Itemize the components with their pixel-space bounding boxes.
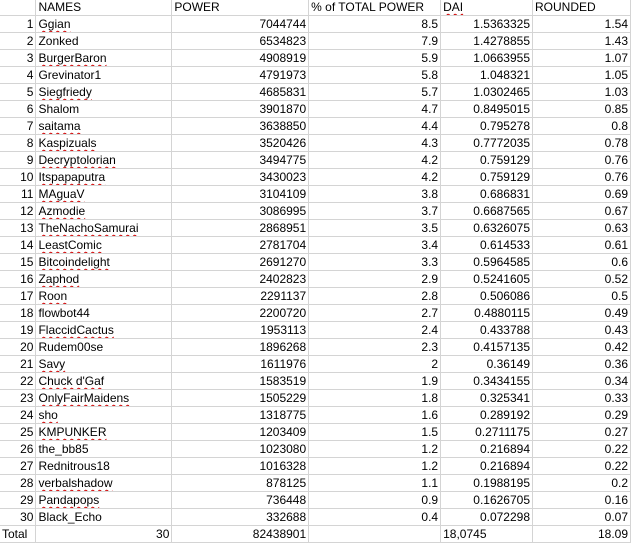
cell-index[interactable]: 2 xyxy=(0,33,36,50)
cell-pct[interactable]: 0.4 xyxy=(309,509,441,526)
cell-pct[interactable]: 1.8 xyxy=(309,390,441,407)
cell-dai[interactable]: 0.3434155 xyxy=(441,373,533,390)
cell-rounded[interactable]: 0.49 xyxy=(533,305,631,322)
cell-names[interactable] xyxy=(36,373,172,390)
cell-dai[interactable]: 0.216894 xyxy=(441,441,533,458)
table-row xyxy=(0,441,631,458)
name-text: TheNachoSamurai xyxy=(38,221,139,235)
cell-index[interactable]: 29 xyxy=(0,492,36,509)
cell-pct[interactable]: 2.4 xyxy=(309,322,441,339)
cell-rounded[interactable]: 1.07 xyxy=(533,50,631,67)
cell-index[interactable]: 22 xyxy=(0,373,36,390)
cell-index[interactable]: 5 xyxy=(0,84,36,101)
cell-rounded[interactable]: 0.76 xyxy=(533,169,631,186)
name-text: Ggian xyxy=(38,17,71,31)
table-row xyxy=(0,186,631,203)
cell-pct[interactable]: 3.3 xyxy=(309,254,441,271)
name-text: Siegfriedy xyxy=(38,85,92,99)
table-row xyxy=(0,50,631,67)
cell-dai[interactable]: 0.2711175 xyxy=(441,424,533,441)
cell-pct[interactable]: 5.7 xyxy=(309,84,441,101)
cell-rounded[interactable]: 0.8 xyxy=(533,118,631,135)
cell-index[interactable]: 7 xyxy=(0,118,36,135)
table-row xyxy=(0,67,631,84)
cell-power[interactable]: 3430023 xyxy=(172,169,309,186)
cell-rounded[interactable]: 0.16 xyxy=(533,492,631,509)
cell-index[interactable]: 24 xyxy=(0,407,36,424)
cell-dai[interactable]: 0.795278 xyxy=(441,118,533,135)
cell-pct[interactable]: 2.9 xyxy=(309,271,441,288)
table-row xyxy=(0,220,631,237)
cell-rounded[interactable]: 0.22 xyxy=(533,458,631,475)
cell-power[interactable]: 7044744 xyxy=(172,16,309,33)
cell-power[interactable]: 2691270 xyxy=(172,254,309,271)
table-row xyxy=(0,254,631,271)
cell-power[interactable]: 1318775 xyxy=(172,407,309,424)
table-row xyxy=(0,135,631,152)
cell-dai[interactable]: 0.759129 xyxy=(441,152,533,169)
cell-pct[interactable]: 2 xyxy=(309,356,441,373)
cell-pct[interactable]: 1.1 xyxy=(309,475,441,492)
cell-index[interactable]: 3 xyxy=(0,50,36,67)
cell-power[interactable]: 4685831 xyxy=(172,84,309,101)
cell-dai[interactable]: 1.5363325 xyxy=(441,16,533,33)
cell-dai[interactable]: 0.1626705 xyxy=(441,492,533,509)
name-text: Zaphod xyxy=(38,272,80,286)
cell-power[interactable]: 1203409 xyxy=(172,424,309,441)
table-row xyxy=(0,390,631,407)
cell-dai[interactable]: 0.072298 xyxy=(441,509,533,526)
cell-pct[interactable]: 4.7 xyxy=(309,101,441,118)
table-row xyxy=(0,475,631,492)
table-row xyxy=(0,424,631,441)
cell-names[interactable] xyxy=(36,424,172,441)
cell-index[interactable]: 14 xyxy=(0,237,36,254)
cell-dai[interactable]: 0.8495015 xyxy=(441,101,533,118)
cell-names[interactable] xyxy=(36,475,172,492)
cell-names[interactable] xyxy=(36,84,172,101)
name-text: Bitcoindelight xyxy=(38,255,110,269)
cell-pct[interactable]: 4.2 xyxy=(309,152,441,169)
cell-rounded[interactable]: 0.22 xyxy=(533,441,631,458)
header-cell-pct[interactable]: % of TOTAL POWER xyxy=(309,0,441,16)
cell-dai[interactable]: 1.0302465 xyxy=(441,84,533,101)
name-text: KMPUNKER xyxy=(38,425,107,439)
cell-names[interactable] xyxy=(36,441,172,458)
table-row xyxy=(0,322,631,339)
cell-power[interactable]: 2868951 xyxy=(172,220,309,237)
cell-index[interactable]: 13 xyxy=(0,220,36,237)
cell-index[interactable]: 28 xyxy=(0,475,36,492)
cell-rounded[interactable]: 1.03 xyxy=(533,84,631,101)
cell-power[interactable]: 1953113 xyxy=(172,322,309,339)
cell-pct[interactable]: 1.9 xyxy=(309,373,441,390)
table-row xyxy=(0,356,631,373)
cell-index[interactable]: 23 xyxy=(0,390,36,407)
cell-names[interactable] xyxy=(36,186,172,203)
header-cell-names[interactable]: NAMES xyxy=(36,0,172,16)
cell-rounded[interactable]: 0.5 xyxy=(533,288,631,305)
cell-rounded[interactable]: 1.43 xyxy=(533,33,631,50)
table-row xyxy=(0,407,631,424)
cell-index[interactable]: 1 xyxy=(0,16,36,33)
name-text: Decryptolorian xyxy=(38,153,116,167)
cell-index[interactable]: 30 xyxy=(0,509,36,526)
cell-power[interactable]: 3104109 xyxy=(172,186,309,203)
cell-power[interactable]: 1505229 xyxy=(172,390,309,407)
cell-index[interactable]: 16 xyxy=(0,271,36,288)
total-count-cell[interactable]: 30 xyxy=(36,526,172,543)
cell-pct[interactable]: 5.8 xyxy=(309,67,441,84)
total-rounded-cell[interactable]: 18.09 xyxy=(533,526,631,543)
cell-power[interactable]: 3086995 xyxy=(172,203,309,220)
cell-power[interactable]: 2402823 xyxy=(172,271,309,288)
cell-pct[interactable]: 7.9 xyxy=(309,33,441,50)
cell-dai[interactable]: 0.6326075 xyxy=(441,220,533,237)
table-row xyxy=(0,458,631,475)
cell-names[interactable] xyxy=(36,339,172,356)
cell-index[interactable]: 20 xyxy=(0,339,36,356)
table-row xyxy=(0,271,631,288)
name-text: Roon xyxy=(38,289,68,303)
cell-names[interactable] xyxy=(36,16,172,33)
name-text: Pandapops xyxy=(38,493,100,507)
header-cell-rounded[interactable]: ROUNDED xyxy=(533,0,631,16)
table-row xyxy=(0,101,631,118)
cell-names[interactable] xyxy=(36,271,172,288)
cell-dai[interactable]: 0.325341 xyxy=(441,390,533,407)
cell-names[interactable] xyxy=(36,50,172,67)
cell-dai[interactable]: 0.216894 xyxy=(441,458,533,475)
cell-power[interactable]: 736448 xyxy=(172,492,309,509)
table-row xyxy=(0,492,631,509)
table-row xyxy=(0,118,631,135)
cell-names[interactable] xyxy=(36,356,172,373)
cell-dai[interactable]: 0.759129 xyxy=(441,169,533,186)
cell-index[interactable]: 11 xyxy=(0,186,36,203)
cell-pct[interactable]: 4.2 xyxy=(309,169,441,186)
name-text: FlaccidCactus xyxy=(38,323,114,337)
cell-dai[interactable]: 0.5964585 xyxy=(441,254,533,271)
name-text: Azmodie xyxy=(38,204,86,218)
cell-dai[interactable]: 0.6687565 xyxy=(441,203,533,220)
cell-dai[interactable]: 0.5241605 xyxy=(441,271,533,288)
name-text: Zonked xyxy=(38,34,79,48)
cell-pct[interactable]: 1.6 xyxy=(309,407,441,424)
cell-pct[interactable]: 8.5 xyxy=(309,16,441,33)
cell-power[interactable]: 878125 xyxy=(172,475,309,492)
total-pct-cell[interactable] xyxy=(309,526,441,543)
header-row xyxy=(0,0,631,16)
cell-power[interactable]: 332688 xyxy=(172,509,309,526)
cell-rounded[interactable]: 0.42 xyxy=(533,339,631,356)
cell-power[interactable]: 3494775 xyxy=(172,152,309,169)
cell-dai[interactable]: 0.614533 xyxy=(441,237,533,254)
cell-rounded[interactable]: 0.33 xyxy=(533,390,631,407)
cell-power[interactable]: 1896268 xyxy=(172,339,309,356)
cell-index[interactable]: 9 xyxy=(0,152,36,169)
cell-pct[interactable]: 3.7 xyxy=(309,203,441,220)
table-row xyxy=(0,288,631,305)
cell-dai[interactable]: 0.36149 xyxy=(441,356,533,373)
cell-names[interactable] xyxy=(36,169,172,186)
cell-rounded[interactable]: 0.36 xyxy=(533,356,631,373)
cell-index[interactable]: 4 xyxy=(0,67,36,84)
table-row xyxy=(0,203,631,220)
name-text: BurgerBaron xyxy=(38,51,107,65)
cell-index[interactable]: 6 xyxy=(0,101,36,118)
table-row xyxy=(0,152,631,169)
cell-rounded[interactable]: 0.6 xyxy=(533,254,631,271)
table-row xyxy=(0,16,631,33)
cell-rounded[interactable]: 0.76 xyxy=(533,152,631,169)
name-text: sho xyxy=(38,408,58,422)
cell-names[interactable] xyxy=(36,101,172,118)
cell-names[interactable] xyxy=(36,407,172,424)
cell-names[interactable] xyxy=(36,67,172,84)
cell-names[interactable] xyxy=(36,509,172,526)
cell-names[interactable] xyxy=(36,237,172,254)
name-text: Chuck d'Gaf xyxy=(38,374,105,388)
name-text: verbalshadow xyxy=(38,476,113,490)
cell-names[interactable] xyxy=(36,254,172,271)
cell-pct[interactable]: 3.4 xyxy=(309,237,441,254)
cell-dai[interactable]: 0.4157135 xyxy=(441,339,533,356)
name-text: Black_Echo xyxy=(38,510,102,524)
cell-rounded[interactable]: 0.29 xyxy=(533,407,631,424)
cell-pct[interactable]: 2.3 xyxy=(309,339,441,356)
cell-power[interactable]: 1023080 xyxy=(172,441,309,458)
table-row xyxy=(0,509,631,526)
cell-rounded[interactable]: 0.85 xyxy=(533,101,631,118)
name-text: Itspapaputra xyxy=(38,170,106,184)
cell-names[interactable] xyxy=(36,492,172,509)
cell-index[interactable]: 26 xyxy=(0,441,36,458)
name-text: flowbot44 xyxy=(38,306,90,320)
cell-dai[interactable]: 0.506086 xyxy=(441,288,533,305)
cell-rounded[interactable]: 0.63 xyxy=(533,220,631,237)
name-text: MAguaV xyxy=(38,187,85,201)
cell-rounded[interactable]: 0.61 xyxy=(533,237,631,254)
name-text: LeastComic xyxy=(38,238,102,252)
cell-index[interactable]: 10 xyxy=(0,169,36,186)
cell-rounded[interactable]: 0.07 xyxy=(533,509,631,526)
cell-pct[interactable]: 4.4 xyxy=(309,118,441,135)
cell-rounded[interactable]: 0.2 xyxy=(533,475,631,492)
name-text: Rednitrous18 xyxy=(38,459,110,473)
table-row xyxy=(0,84,631,101)
cell-pct[interactable]: 1.2 xyxy=(309,458,441,475)
cell-names[interactable] xyxy=(36,288,172,305)
cell-pct[interactable]: 3.8 xyxy=(309,186,441,203)
cell-power[interactable]: 2291137 xyxy=(172,288,309,305)
cell-pct[interactable]: 0.9 xyxy=(309,492,441,509)
cell-rounded[interactable]: 0.43 xyxy=(533,322,631,339)
cell-dai[interactable]: 0.1988195 xyxy=(441,475,533,492)
cell-pct[interactable]: 3.5 xyxy=(309,220,441,237)
cell-names[interactable] xyxy=(36,135,172,152)
cell-rounded[interactable]: 0.52 xyxy=(533,271,631,288)
cell-rounded[interactable]: 0.34 xyxy=(533,373,631,390)
header-cell-index[interactable] xyxy=(0,0,36,16)
table-row xyxy=(0,237,631,254)
cell-power[interactable]: 3901870 xyxy=(172,101,309,118)
table-row xyxy=(0,33,631,50)
cell-names[interactable] xyxy=(36,390,172,407)
cell-names[interactable] xyxy=(36,33,172,50)
total-label-cell[interactable]: Total xyxy=(0,526,36,543)
cell-power[interactable]: 1611976 xyxy=(172,356,309,373)
name-text: Savy xyxy=(38,357,66,371)
cell-power[interactable]: 1583519 xyxy=(172,373,309,390)
table-row xyxy=(0,305,631,322)
cell-power[interactable]: 4791973 xyxy=(172,67,309,84)
cell-dai[interactable]: 1.048321 xyxy=(441,67,533,84)
cell-rounded[interactable]: 0.69 xyxy=(533,186,631,203)
cell-index[interactable]: 21 xyxy=(0,356,36,373)
cell-index[interactable]: 25 xyxy=(0,424,36,441)
total-power-cell[interactable]: 82438901 xyxy=(172,526,309,543)
cell-dai[interactable]: 0.686831 xyxy=(441,186,533,203)
cell-power[interactable]: 4908919 xyxy=(172,50,309,67)
cell-dai[interactable]: 1.0663955 xyxy=(441,50,533,67)
cell-rounded[interactable]: 0.27 xyxy=(533,424,631,441)
cell-power[interactable]: 2200720 xyxy=(172,305,309,322)
cell-power[interactable]: 6534823 xyxy=(172,33,309,50)
cell-dai[interactable]: 1.4278855 xyxy=(441,33,533,50)
table-row xyxy=(0,169,631,186)
cell-names[interactable] xyxy=(36,322,172,339)
cell-power[interactable]: 2781704 xyxy=(172,237,309,254)
cell-pct[interactable]: 1.2 xyxy=(309,441,441,458)
total-row xyxy=(0,526,631,543)
cell-power[interactable]: 3638850 xyxy=(172,118,309,135)
cell-pct[interactable]: 4.3 xyxy=(309,135,441,152)
cell-dai[interactable]: 0.433788 xyxy=(441,322,533,339)
name-text: Rudem00se xyxy=(38,340,104,354)
cell-index[interactable]: 12 xyxy=(0,203,36,220)
cell-pct[interactable]: 1.5 xyxy=(309,424,441,441)
cell-pct[interactable]: 5.9 xyxy=(309,50,441,67)
cell-names[interactable] xyxy=(36,203,172,220)
cell-dai[interactable]: 0.289192 xyxy=(441,407,533,424)
cell-rounded[interactable]: 1.54 xyxy=(533,16,631,33)
total-dai-cell[interactable]: 18,0745 xyxy=(441,526,533,543)
cell-power[interactable]: 3520426 xyxy=(172,135,309,152)
cell-index[interactable]: 8 xyxy=(0,135,36,152)
name-text: the_bb85 xyxy=(38,442,89,456)
cell-index[interactable]: 27 xyxy=(0,458,36,475)
table-row xyxy=(0,373,631,390)
cell-rounded[interactable]: 0.67 xyxy=(533,203,631,220)
header-cell-dai[interactable] xyxy=(441,0,533,16)
cell-power[interactable]: 1016328 xyxy=(172,458,309,475)
cell-names[interactable] xyxy=(36,152,172,169)
cell-names[interactable] xyxy=(36,458,172,475)
cell-names[interactable] xyxy=(36,220,172,237)
cell-index[interactable]: 17 xyxy=(0,288,36,305)
cell-dai[interactable]: 0.7772035 xyxy=(441,135,533,152)
cell-rounded[interactable]: 1.05 xyxy=(533,67,631,84)
cell-rounded[interactable]: 0.78 xyxy=(533,135,631,152)
cell-pct[interactable]: 2.8 xyxy=(309,288,441,305)
cell-dai[interactable]: 0.4880115 xyxy=(441,305,533,322)
name-text: Kaspizuals xyxy=(38,136,97,150)
cell-names[interactable] xyxy=(36,305,172,322)
name-text: OnlyFairMaidens xyxy=(38,391,130,405)
header-dai-text: DAI xyxy=(443,0,464,14)
cell-pct[interactable]: 2.7 xyxy=(309,305,441,322)
header-cell-power[interactable]: POWER xyxy=(172,0,309,16)
name-text: Shalom xyxy=(38,102,80,116)
cell-index[interactable]: 19 xyxy=(0,322,36,339)
cell-index[interactable]: 15 xyxy=(0,254,36,271)
table-row xyxy=(0,339,631,356)
name-text: Grevinator1 xyxy=(38,68,102,82)
cell-index[interactable]: 18 xyxy=(0,305,36,322)
cell-names[interactable] xyxy=(36,118,172,135)
name-text: saitama xyxy=(38,119,81,133)
